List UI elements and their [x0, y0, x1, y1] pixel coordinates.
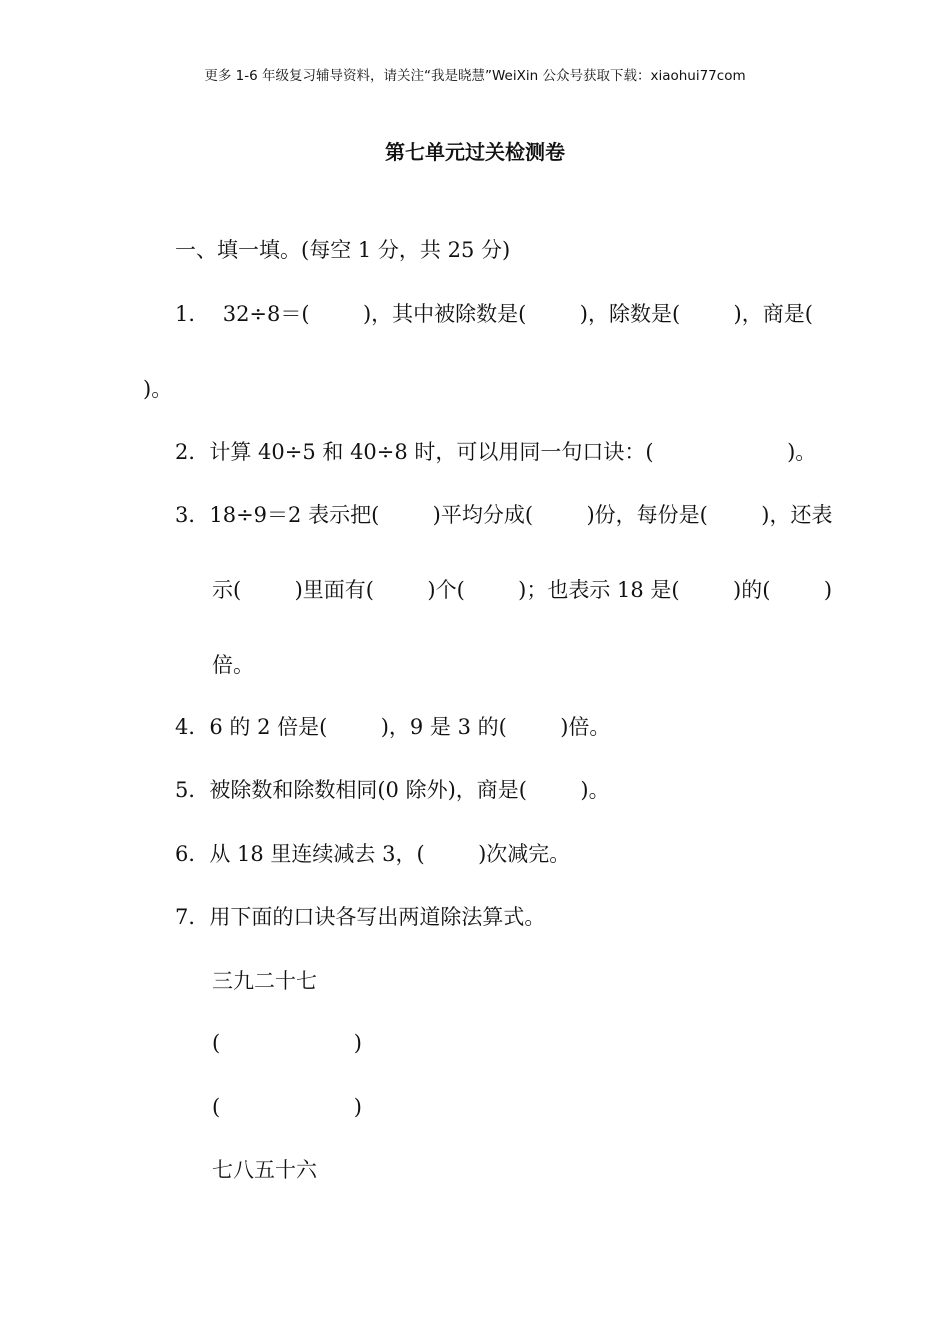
- question-1-line-1: 1． 32÷8＝( )，其中被除数是( )，除数是( )，商是(: [175, 302, 813, 326]
- question-6: 6．从 18 里连续减去 3，( )次减完。: [175, 842, 571, 866]
- rhyme-2: 七八五十六: [212, 1158, 317, 1182]
- question-2: 2．计算 40÷5 和 40÷8 时，可以用同一句口诀：( )。: [175, 440, 817, 464]
- question-3-line-1: 3．18÷9＝2 表示把( )平均分成( )份，每份是( )，还表: [175, 503, 833, 527]
- page-title: 第七单元过关检测卷: [385, 140, 565, 164]
- section-heading: 一、填一填。(每空 1 分，共 25 分): [175, 238, 511, 262]
- question-1-line-2: )。: [143, 377, 173, 401]
- rhyme-1: 三九二十七: [212, 969, 317, 993]
- question-3-line-3: 倍。: [212, 653, 254, 677]
- question-4: 4．6 的 2 倍是( )，9 是 3 的( )倍。: [175, 715, 611, 739]
- question-7-stem: 7．用下面的口诀各写出两道除法算式。: [175, 905, 546, 929]
- question-5: 5．被除数和除数相同(0 除外)，商是( )。: [175, 778, 610, 802]
- question-3-line-2: 示( )里面有( )个( )；也表示 18 是( )的( ): [212, 578, 833, 602]
- answer-blank-2: ( ): [212, 1095, 362, 1119]
- answer-blank-1: ( ): [212, 1031, 362, 1055]
- page-header: 更多 1-6 年级复习辅导资料，请关注“我是晓慧”WeiXin 公众号获取下载：xiaohui77com: [204, 68, 746, 84]
